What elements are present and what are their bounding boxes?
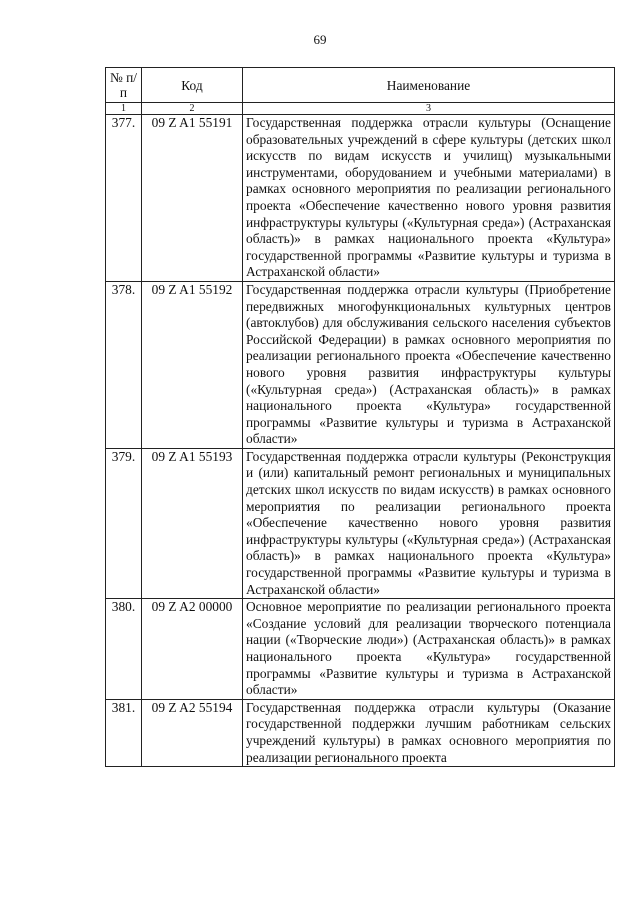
table-header-row [106,68,615,103]
row-code: 09 Z A1 55193 [142,448,243,598]
table-row [106,599,615,700]
row-code: 09 Z A2 00000 [142,599,243,700]
column-index: 1 [106,103,142,115]
row-name: Основное мероприятие по реализации регионального проекта «Создание условий для реализации творческого потенциала нации («Творческие люди») (Астраханская область)» в рамках национального проекта «Культура» государственной программы «Развитие культуры и туризма в Астраханской области» [243,599,615,700]
page-number: 69 [313,32,327,47]
row-number: 378. [106,281,142,448]
budget-code-table [105,67,615,767]
header-num: № п/п [106,68,142,103]
column-index-row [106,103,615,115]
row-code: 09 Z A1 55191 [142,115,243,282]
row-code: 09 Z A1 55192 [142,281,243,448]
row-name: Государственная поддержка отрасли культуры (Реконструкция и (или) капитальный ремонт региональных и муниципальных детских школ искусств по видам искусств) в рамках основного мероприятия по реализации регионального проекта «Обеспечение качественно нового уровня развития инфраструктуры культуры («Культурная среда») (Астраханская область)» в рамках национального проекта «Культура» государственной программы «Развитие культуры и туризма в Астраханской области» [243,448,615,598]
table-row [106,699,615,766]
row-number: 381. [106,699,142,766]
row-number: 379. [106,448,142,598]
table-row [106,281,615,448]
header-name: Наименование [243,68,615,103]
table-row [106,448,615,598]
row-name: Государственная поддержка отрасли культуры (Оснащение образовательных учреждений в сфере культуры (детских школ искусств по видам искусств и училищ) музыкальными инструментами, оборудованием и учебными материалами) в рамках основного мероприятия по реализации регионального проекта «Обеспечение качественно нового уровня развития инфраструктуры культуры («Культурная среда») (Астраханская область)» в рамках национального проекта «Культура» государственной программы «Развитие культуры и туризма в Астраханской области» [243,115,615,282]
row-name: Государственная поддержка отрасли культуры (Приобретение передвижных многофункциональных культурных центров (автоклубов) для обслуживания сельского населения субъектов Российской Федерации) в рамках основного мероприятия по реализации регионального проекта «Обеспечение качественно нового уровня развития инфраструктуры культуры («Культурная среда») (Астраханская область)» в рамках национального проекта «Культура» государственной программы «Развитие культуры и туризма в Астраханской области» [243,281,615,448]
row-code: 09 Z A2 55194 [142,699,243,766]
header-code: Код [142,68,243,103]
row-number: 377. [106,115,142,282]
row-name: Государственная поддержка отрасли культуры (Оказание государственной поддержки лучшим работникам сельских учреждений культуры) в рамках основного мероприятия по реализации регионального проекта [243,699,615,766]
column-index: 2 [142,103,243,115]
row-number: 380. [106,599,142,700]
column-index: 3 [243,103,615,115]
table-row [106,115,615,282]
